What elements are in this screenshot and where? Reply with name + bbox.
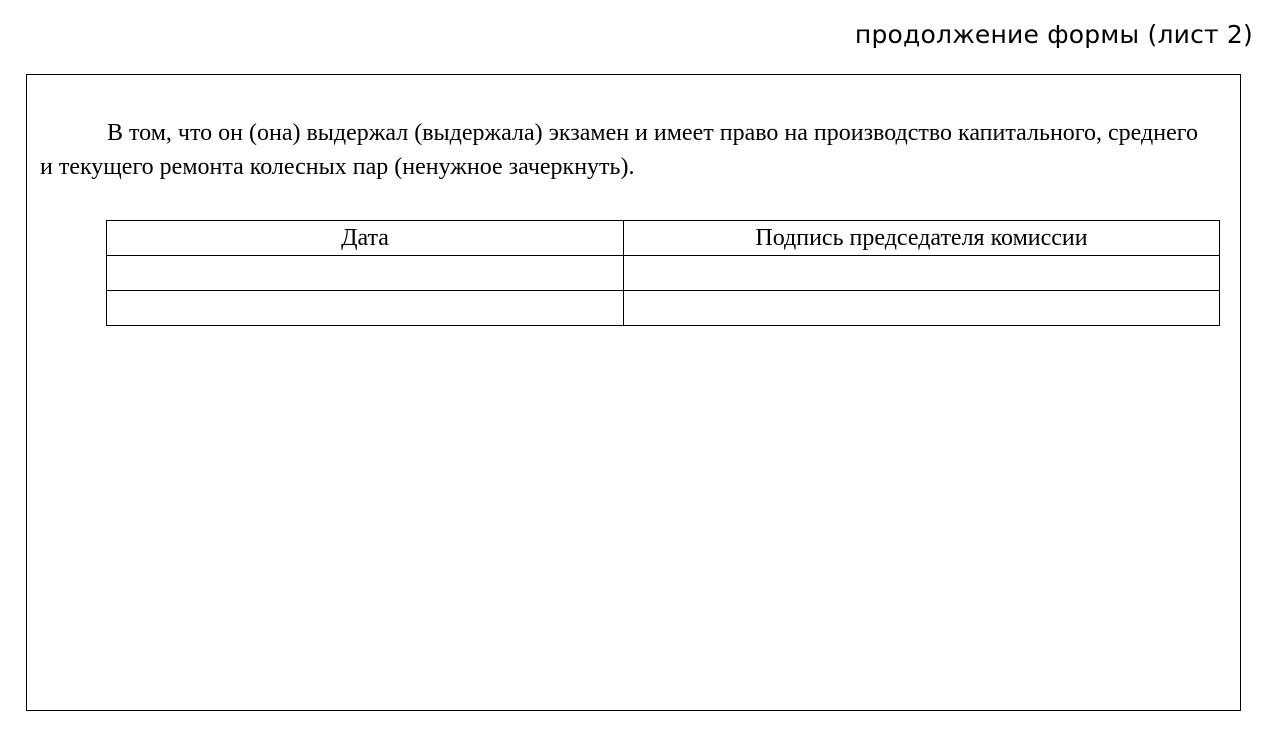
column-header-date: Дата [107,221,624,256]
continuation-header: продолжение формы (лист 2) [854,20,1253,49]
form-frame [26,74,1241,711]
date-cell[interactable] [107,291,624,326]
certification-statement: В том, что он (она) выдержал (выдержала) экзамен и имеет право на производство капитального, среднего и текущего ремонта колесных пар (ненужное зачеркнуть). [40,120,1198,180]
signature-table [106,220,1220,326]
signature-cell[interactable] [624,291,1220,326]
table-row [107,291,1220,326]
table-header-row [107,221,1220,256]
date-cell[interactable] [107,256,624,291]
column-header-chairman-signature: Подпись председателя комиссии [624,221,1220,256]
signature-cell[interactable] [624,256,1220,291]
table-row [107,256,1220,291]
